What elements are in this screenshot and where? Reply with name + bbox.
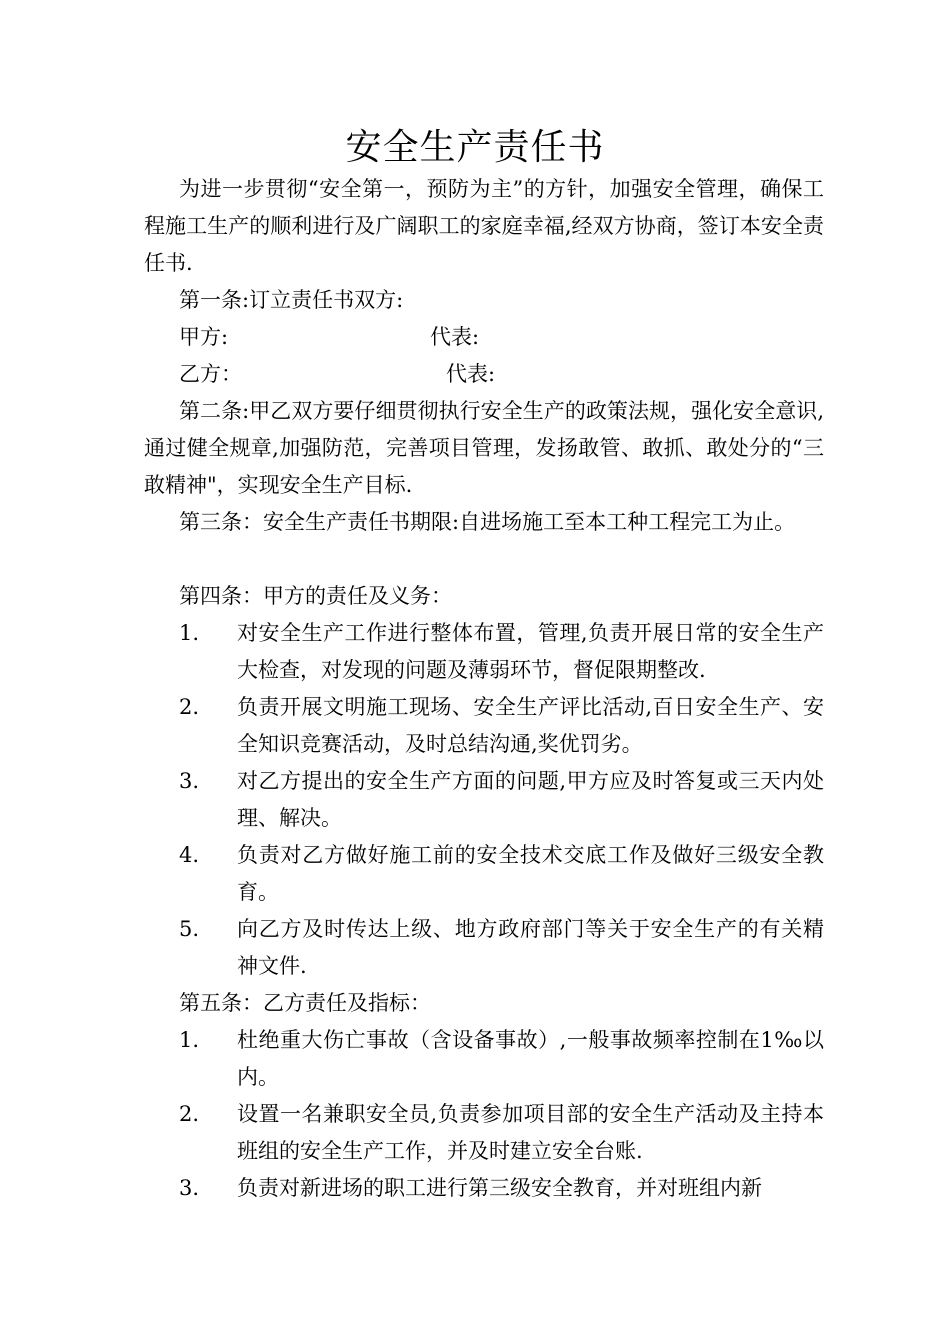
item-text: 负责对新进场的职工进行第三级安全教育，并对班组内新 (237, 1176, 762, 1200)
document-title: 安全生产责任书 (345, 127, 605, 168)
item-text: 负责对乙方做好施工前的安全技术交底工作及做好三级安全教育。 (237, 843, 824, 904)
article-3: 第三条：安全生产责任书期限:自进场施工至本工种工程完工为止。 (179, 510, 796, 534)
item-text: 对乙方提出的安全生产方面的问题,甲方应及时答复或三天内处理、解决。 (237, 769, 824, 830)
article-5-item (179, 1022, 824, 1096)
item-number: 5. (179, 917, 200, 941)
item-number: 2. (179, 1102, 200, 1126)
party-b-label: 乙方： (179, 362, 242, 386)
item-text: 向乙方及时传达上级、地方政府部门等关于安全生产的有关精神文件. (237, 917, 824, 978)
item-number: 3. (179, 769, 200, 793)
item-number: 3. (179, 1176, 200, 1200)
item-number: 1. (179, 1028, 200, 1052)
article-4-item (179, 837, 824, 911)
item-text: 设置一名兼职安全员,负责参加项目部的安全生产活动及主持本班组的安全生产工作，并及时建立安全台账. (237, 1102, 824, 1163)
article-5-heading: 第五条：乙方责任及指标： (179, 991, 431, 1015)
party-a-label: 甲方: (179, 325, 229, 349)
article-1: 第一条:订立责任书双方: (179, 288, 404, 312)
party-b-representative-label: 代表: (446, 362, 496, 386)
item-number: 4. (179, 843, 200, 867)
item-number: 1. (179, 621, 200, 645)
article-5-item (179, 1096, 824, 1170)
item-number: 2. (179, 695, 200, 719)
item-text: 杜绝重大伤亡事故（含设备事故）,一般事故频率控制在1‰以内。 (237, 1028, 824, 1089)
article-2: 第二条:甲乙双方要仔细贯彻执行安全生产的政策法规，强化安全意识,通过健全规章,加强防范，完善项目管理，发扬敢管、敢抓、敢处分的“三敢精神"，实现安全生产目标. (144, 399, 824, 497)
article-4-item (179, 689, 824, 763)
item-text: 对安全生产工作进行整体布置，管理,负责开展日常的安全生产大检查，对发现的问题及薄弱环节，督促限期整改. (237, 621, 824, 682)
article-5-item (179, 1170, 824, 1207)
intro-paragraph: 为进一步贯彻“安全第一，预防为主”的方针，加强安全管理，确保工程施工生产的顺利进行及广阔职工的家庭幸福,经双方协商，签订本安全责任书. (144, 177, 824, 275)
article-4-heading: 第四条：甲方的责任及义务： (179, 584, 452, 608)
item-text: 负责开展文明施工现场、安全生产评比活动,百日安全生产、安全知识竞赛活动，及时总结沟通,奖优罚劣。 (237, 695, 824, 756)
article-4-item (179, 911, 824, 985)
article-4-item (179, 615, 824, 689)
article-4-item (179, 763, 824, 837)
party-a-representative-label: 代表: (430, 325, 480, 349)
